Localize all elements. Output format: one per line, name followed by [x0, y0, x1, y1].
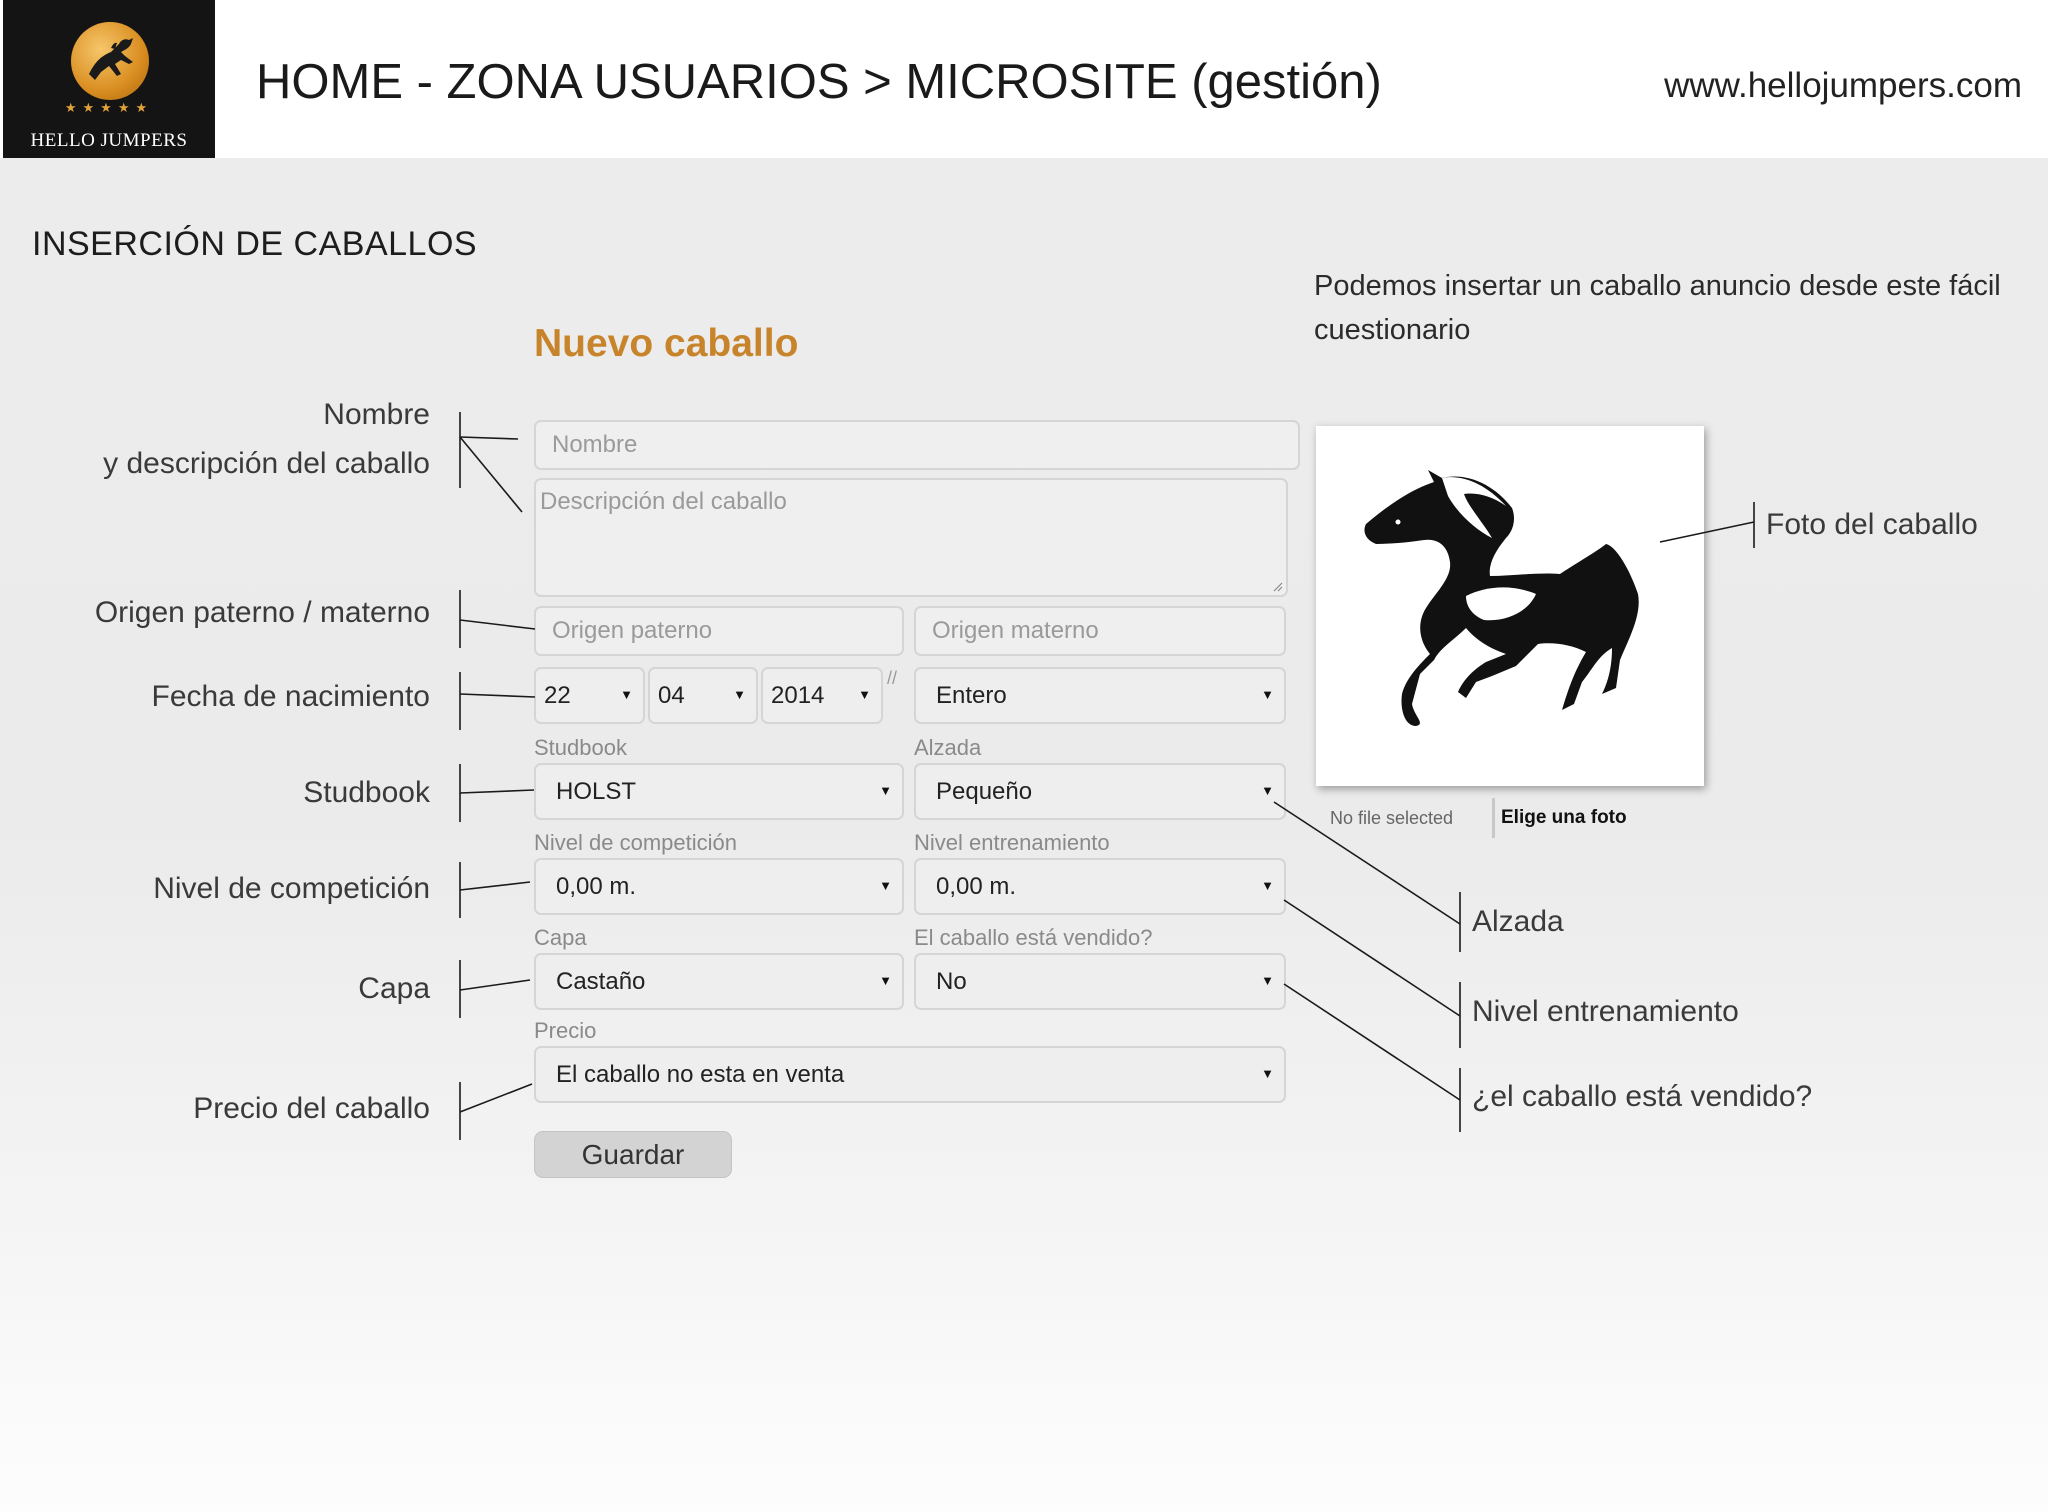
choose-photo-button[interactable]: Elige una foto — [1492, 798, 1627, 838]
nivel-competicion-select[interactable] — [534, 858, 904, 915]
logo-text: HELLO JUMPERS — [30, 130, 188, 151]
annotation-vendido: ¿el caballo está vendido? — [1472, 1080, 1813, 1113]
dropdown-arrow-icon: ▼ — [879, 878, 892, 893]
dropdown-arrow-icon: ▼ — [879, 783, 892, 798]
vendido-label: El caballo está vendido? — [914, 925, 1153, 950]
page-title — [256, 54, 1382, 110]
birth-month-select[interactable] — [648, 667, 758, 724]
vendido-select[interactable] — [914, 953, 1286, 1010]
alzada-value: Pequeño — [936, 777, 1033, 805]
dropdown-arrow-icon: ▼ — [733, 687, 746, 702]
nivel-competicion-label: Nivel de competición — [534, 830, 737, 855]
capa-value: Castaño — [556, 967, 646, 995]
nivel-entrenamiento-select[interactable] — [914, 858, 1286, 915]
page-title-suffix: (gestión) — [1191, 55, 1382, 109]
section-title: INSERCIÓN DE CABALLOS — [32, 225, 478, 263]
birth-day-select[interactable] — [534, 667, 645, 724]
birth-year-value: 2014 — [771, 681, 825, 709]
site-url[interactable]: www.hellojumpers.com — [1664, 66, 2022, 105]
annotation-nivel-entrenamiento: Nivel entrenamiento — [1472, 995, 1739, 1028]
studbook-select[interactable] — [534, 763, 904, 820]
nivel-entrenamiento-label: Nivel entrenamiento — [914, 830, 1110, 855]
birth-day-value: 22 — [544, 681, 571, 709]
precio-value: El caballo no esta en venta — [556, 1060, 845, 1088]
dropdown-arrow-icon: ▼ — [879, 973, 892, 988]
alzada-select[interactable] — [914, 763, 1286, 820]
nivel-entrenamiento-value: 0,00 m. — [936, 872, 1017, 900]
annotation-nombre: Nombre — [323, 398, 430, 431]
precio-select[interactable] — [534, 1046, 1286, 1103]
dropdown-arrow-icon: ▼ — [1261, 1066, 1274, 1081]
alzada-label: Alzada — [914, 735, 982, 760]
descripcion-textarea[interactable] — [534, 478, 1288, 597]
file-status: No file selected — [1330, 808, 1454, 828]
save-button[interactable]: Guardar — [534, 1131, 732, 1178]
annotation-nivel-competicion: Nivel de competición — [153, 872, 430, 905]
form-title: Nuevo caballo — [534, 322, 799, 365]
hello-jumpers-logo[interactable] — [3, 0, 215, 158]
annotation-precio: Precio del caballo — [193, 1092, 430, 1125]
descripcion-placeholder: Descripción del caballo — [540, 488, 787, 515]
birth-month-value: 04 — [658, 681, 685, 709]
page-header — [0, 0, 2048, 158]
dropdown-arrow-icon: ▼ — [1261, 783, 1274, 798]
dropdown-arrow-icon: ▼ — [1261, 973, 1274, 988]
annotation-capa: Capa — [358, 972, 430, 1005]
annotation-foto: Foto del caballo — [1766, 508, 1978, 541]
annotation-origen: Origen paterno / materno — [94, 596, 430, 629]
resize-handle-icon[interactable] — [1271, 580, 1283, 592]
dropdown-arrow-icon: ▼ — [620, 687, 633, 702]
annotation-alzada: Alzada — [1472, 905, 1564, 938]
nivel-competicion-value: 0,00 m. — [556, 872, 637, 900]
dropdown-arrow-icon: ▼ — [858, 687, 871, 702]
horse-silhouette-icon — [1316, 426, 1704, 786]
annotation-fecha: Fecha de nacimiento — [151, 680, 430, 713]
annotation-studbook: Studbook — [303, 776, 430, 809]
capa-select[interactable] — [534, 953, 904, 1010]
annotation-descripcion: y descripción del caballo — [103, 447, 430, 480]
tipo-select[interactable] — [914, 667, 1286, 724]
date-separator: // — [887, 668, 898, 688]
dropdown-arrow-icon: ▼ — [1261, 878, 1274, 893]
origen-paterno-input[interactable]: Origen paterno — [534, 606, 904, 656]
origen-materno-input[interactable]: Origen materno — [914, 606, 1286, 656]
nombre-input[interactable]: Nombre — [534, 420, 1300, 470]
dropdown-arrow-icon: ▼ — [1261, 687, 1274, 702]
capa-label: Capa — [534, 925, 587, 950]
vendido-value: No — [936, 967, 967, 995]
jumping-horse-icon — [71, 22, 149, 100]
precio-label: Precio — [534, 1018, 597, 1043]
page-title-main: HOME - ZONA USUARIOS > MICROSITE — [256, 55, 1178, 109]
studbook-value: HOLST — [556, 777, 637, 805]
tipo-value: Entero — [936, 681, 1007, 709]
birth-year-select[interactable] — [761, 667, 883, 724]
horse-photo-preview — [1316, 426, 1704, 786]
intro-text: Podemos insertar un caballo anuncio desde este fácil cuestionario — [1314, 270, 2001, 346]
studbook-label: Studbook — [534, 735, 627, 760]
logo-stars: ★★★★★ — [64, 100, 154, 115]
